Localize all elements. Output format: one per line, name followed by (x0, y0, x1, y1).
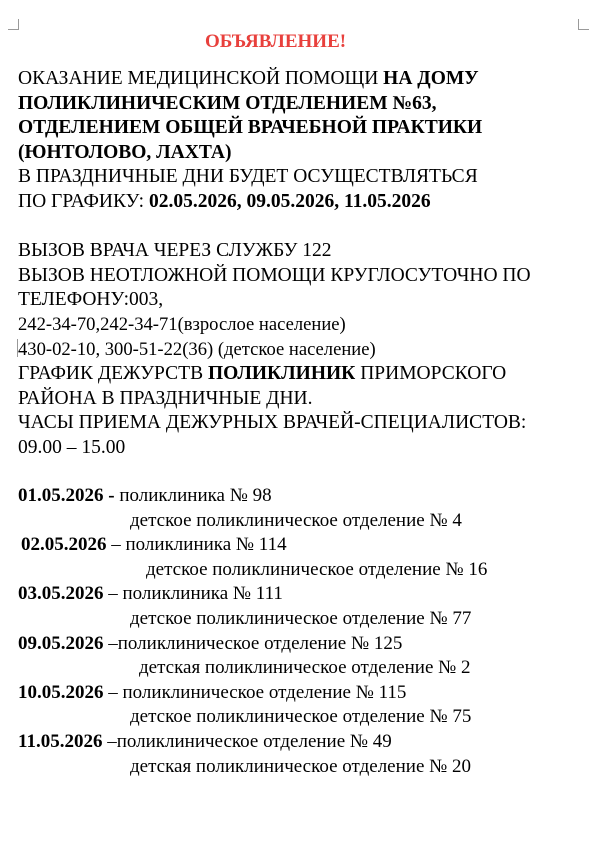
intro-line-3-bold: ОТДЕЛЕНИЕМ ОБЩЕЙ ВРАЧЕБНОЙ ПРАКТИКИ (18, 117, 483, 139)
hours-label: ЧАСЫ ПРИЕМА ДЕЖУРНЫХ ВРАЧЕЙ-СПЕЦИАЛИСТОВ: (18, 412, 527, 434)
schedule-date: 03.05.2026 (18, 583, 104, 605)
schedule-date: 09.05.2026 (18, 632, 104, 654)
schedule-separator: - (103, 485, 120, 506)
schedule-separator: – (102, 730, 117, 752)
schedule-separator: – (103, 681, 123, 703)
announcement-title: ОБЪЯВЛЕНИЕ! (205, 31, 347, 52)
schedule-row-date (18, 484, 596, 509)
announcement-header (0, 30, 596, 54)
adult-phones: 242-34-70,242-34-71(взрослое население) (18, 313, 346, 335)
announcement-body (18, 67, 596, 461)
schedule-clinic: поликлиника № 98 (119, 485, 272, 506)
duty-line-1 (18, 362, 596, 387)
blank-line (18, 215, 596, 240)
schedule-child-department: детское поликлиническое отделение № 75 (130, 706, 472, 728)
holiday-dates: 02.05.2026, 09.05.2026, 11.05.2026 (148, 190, 431, 212)
crop-mark-top-left (8, 19, 19, 30)
emergency-line-1: ВЫЗОВ НЕОТЛОЖНОЙ ПОМОЩИ КРУГЛОСУТОЧНО ПО (18, 264, 531, 286)
schedule-row-date (21, 533, 596, 558)
schedule-date: 10.05.2026 (18, 681, 104, 703)
schedule-row-sub (18, 558, 596, 583)
intro-line-6-text: ПО ГРАФИКУ: (18, 190, 149, 212)
emergency-line-2: ТЕЛЕФОНУ:003, (18, 289, 164, 311)
intro-line-3 (18, 116, 596, 141)
hours-value: 09.00 – 15.00 (18, 436, 126, 458)
intro-line-2-bold: ПОЛИКЛИНИЧЕСКИМ ОТДЕЛЕНИЕМ №63, (18, 92, 437, 114)
intro-line-2 (18, 92, 596, 117)
schedule-date: 01.05.2026 (18, 485, 104, 506)
schedule-clinic: поликлиническое отделение № 125 (117, 632, 403, 654)
schedule-date: 02.05.2026 (21, 534, 107, 556)
intro-line-4-bold: (ЮНТОЛОВО, ЛАХТА) (18, 141, 232, 163)
schedule-separator: – (106, 534, 126, 556)
intro-line-1-text: ОКАЗАНИЕ МЕДИЦИНСКОЙ ПОМОЩИ (18, 68, 384, 89)
duty-line-2: РАЙОНА В ПРАЗДНИЧНЫЕ ДНИ. (18, 387, 313, 409)
duty-line-1-text-b: ПРИМОРСКОГО (355, 363, 507, 385)
duty-line-1-bold: ПОЛИКЛИНИК (207, 363, 356, 385)
schedule-clinic: поликлиника № 111 (122, 583, 283, 605)
schedule-row-date (18, 730, 596, 755)
schedule-row-sub (18, 755, 596, 780)
schedule-child-department: детское поликлиническое отделение № 4 (130, 509, 462, 531)
schedule-clinic: поликлиническое отделение № 49 (116, 730, 392, 752)
schedule-row-sub (18, 509, 596, 534)
text-cursor (17, 339, 18, 357)
child-phones: 430-02-10, 300-51-22(36) (детское население) (18, 338, 376, 360)
schedule-row-sub (18, 607, 596, 632)
intro-line-1 (18, 67, 596, 92)
crop-mark-top-right (578, 19, 589, 30)
schedule-row-date (18, 582, 596, 607)
schedule-date: 11.05.2026 (18, 730, 103, 752)
intro-line-6 (18, 190, 596, 215)
schedule-child-department: детская поликлиническое отделение № 20 (130, 755, 472, 777)
schedule-clinic: поликлиника № 114 (125, 534, 287, 556)
schedule-child-department: детская поликлиническое отделение № 2 (139, 657, 471, 679)
schedule-clinic: поликлиническое отделение № 115 (122, 681, 407, 703)
intro-line-1-bold: НА ДОМУ (383, 68, 479, 89)
schedule-row-date (18, 632, 596, 657)
schedule-row-date (18, 681, 596, 706)
intro-line-5: В ПРАЗДНИЧНЫЕ ДНИ БУДЕТ ОСУЩЕСТВЛЯТЬСЯ (18, 166, 478, 188)
schedule-child-department: детское поликлиническое отделение № 77 (130, 607, 472, 629)
schedule-separator: – (103, 632, 118, 654)
duty-schedule (18, 484, 596, 779)
schedule-row-sub (18, 705, 596, 730)
schedule-child-department: детское поликлиническое отделение № 16 (146, 558, 488, 580)
schedule-separator: – (103, 583, 123, 605)
intro-line-4 (18, 141, 596, 166)
schedule-row-sub (18, 656, 596, 681)
duty-line-1-text-a: ГРАФИК ДЕЖУРСТВ (18, 363, 208, 385)
doctor-call-line: ВЫЗОВ ВРАЧА ЧЕРЕЗ СЛУЖБУ 122 (18, 240, 332, 262)
